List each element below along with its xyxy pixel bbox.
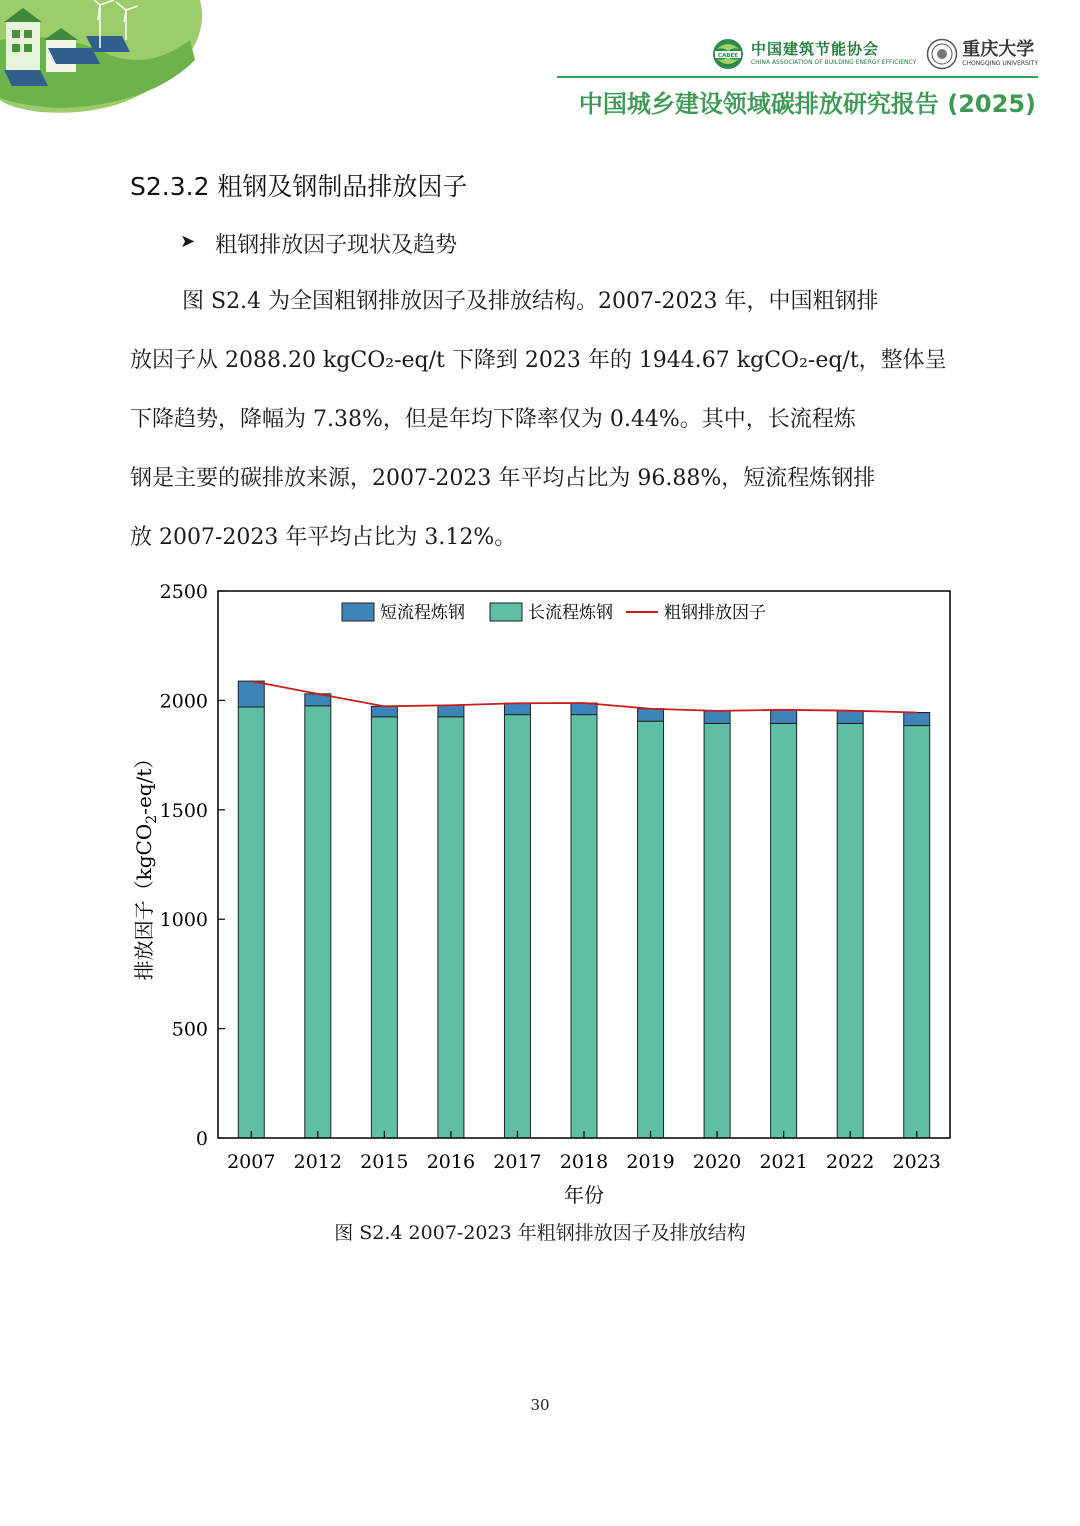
- bar-long-process-2019: [638, 721, 664, 1138]
- header-divider: [557, 76, 1038, 78]
- bar-long-process-2007: [238, 707, 264, 1138]
- y-tick-label: 2500: [159, 581, 208, 603]
- bar-short-process-2016: [438, 705, 464, 717]
- x-tick-label: 2016: [426, 1151, 476, 1173]
- section-title: S2.3.2 粗钢及钢制品排放因子: [130, 172, 468, 201]
- x-tick-label: 2020: [692, 1151, 742, 1173]
- y-tick-label: 2000: [159, 690, 208, 713]
- bullet-item: [180, 228, 457, 259]
- bar-long-process-2021: [771, 723, 797, 1138]
- bar-short-process-2007: [238, 681, 264, 707]
- legend-label-long-process: 长流程炼钢: [528, 603, 613, 623]
- bar-long-process-2023: [904, 726, 930, 1138]
- cqu-name-en: CHONGQING UNIVERSITY: [962, 60, 1038, 67]
- legend-label-factor-line: 粗钢排放因子: [664, 603, 766, 623]
- bar-short-process-2017: [504, 703, 530, 714]
- paragraph-line: 放因子从 2088.20 kgCO₂-eq/t 下降到 2023 年的 1944.67 kgCO₂-eq/t，整体呈: [130, 348, 947, 373]
- cqu-seal-icon: [926, 38, 958, 70]
- legend-label-short-process: 短流程炼钢: [380, 603, 465, 623]
- bar-long-process-2018: [571, 715, 597, 1138]
- y-axis-title-subscript: 2: [144, 814, 160, 824]
- x-tick-label: 2023: [892, 1151, 941, 1173]
- y-tick-label: 500: [171, 1018, 208, 1041]
- bar-long-process-2022: [837, 723, 863, 1138]
- bar-short-process-2019: [638, 709, 664, 721]
- legend-swatch-short-process: [342, 603, 374, 621]
- paragraph-line: 图 S2.4 为全国粗钢排放因子及排放结构。2007-2023 年，中国粗钢排: [182, 289, 879, 314]
- bar-short-process-2018: [571, 703, 597, 715]
- bar-long-process-2015: [371, 717, 397, 1138]
- x-tick-label: 2017: [493, 1151, 542, 1173]
- cabee-name-cn: 中国建筑节能协会: [750, 40, 879, 58]
- cabee-emblem-icon: [711, 37, 745, 71]
- x-tick-label: 2015: [360, 1151, 409, 1173]
- x-tick-label: 2021: [759, 1151, 808, 1173]
- bar-short-process-2022: [837, 711, 863, 724]
- cabee-logo-text: CABEE: [717, 53, 738, 59]
- bullet-text: 粗钢排放因子现状及趋势: [215, 233, 458, 258]
- bar-short-process-2021: [771, 710, 797, 724]
- paragraph-line: 下降趋势，降幅为 7.38%，但是年均下降率仅为 0.44%。其中，长流程炼: [130, 407, 856, 432]
- figure-caption: 图 S2.4 2007-2023 年粗钢排放因子及排放结构: [334, 1222, 746, 1244]
- bar-short-process-2020: [704, 711, 730, 723]
- bar-long-process-2017: [504, 715, 530, 1138]
- cabee-name-en: CHINA ASSOCIATION OF BUILDING ENERGY EFFICIENCY: [750, 59, 917, 66]
- bar-long-process-2016: [438, 717, 464, 1138]
- header-illustration: [0, 0, 220, 120]
- bar-short-process-2023: [904, 713, 930, 726]
- legend-swatch-long-process: [490, 603, 522, 621]
- header-logos: [711, 34, 1038, 74]
- paragraph-line: 钢是主要的碳排放来源，2007-2023 年平均占比为 96.88%，短流程炼钢排: [130, 466, 876, 491]
- cabee-logo: [711, 37, 916, 71]
- x-tick-label: 2022: [826, 1151, 875, 1173]
- arrow-bullet-icon: ➤: [180, 231, 196, 252]
- y-axis-title-main: 排放因子（kgCO: [132, 823, 156, 981]
- y-axis-title: [132, 749, 160, 981]
- x-axis-title: 年份: [564, 1183, 604, 1207]
- y-axis-title-end: -eq/t）: [132, 748, 156, 815]
- y-tick-label: 1000: [159, 909, 208, 932]
- emission-factor-chart: [120, 575, 960, 1215]
- cqu-logo: [926, 38, 1038, 70]
- page-number: 30: [530, 1396, 550, 1414]
- cqu-name-cn: 重庆大学: [962, 39, 1035, 60]
- bar-long-process-2012: [305, 706, 331, 1138]
- x-tick-label: 2012: [293, 1151, 342, 1173]
- x-tick-label: 2007: [227, 1151, 276, 1173]
- y-tick-label: 1500: [159, 799, 208, 822]
- x-tick-label: 2018: [559, 1151, 609, 1173]
- bar-long-process-2020: [704, 723, 730, 1138]
- x-tick-label: 2019: [626, 1151, 675, 1173]
- paragraph-line: 放 2007-2023 年平均占比为 3.12%。: [130, 525, 517, 550]
- legend: [342, 602, 766, 623]
- bar-short-process-2015: [371, 706, 397, 717]
- y-tick-label: 0: [195, 1128, 208, 1150]
- report-title: 中国城乡建设领域碳排放研究报告 (2025): [578, 90, 1036, 118]
